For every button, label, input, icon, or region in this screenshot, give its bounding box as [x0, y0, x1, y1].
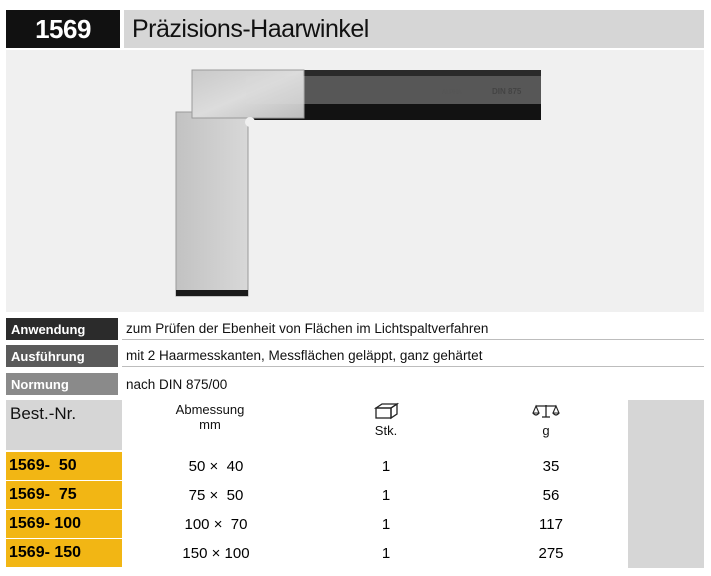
info-value: nach DIN 875/00 [126, 376, 228, 392]
table-row [6, 481, 704, 509]
row-dims: 50 × 40 [188, 457, 244, 475]
stock-vertical [176, 112, 248, 296]
row-dims: 150 × 100 [182, 544, 250, 562]
row-qty: 1 [381, 486, 391, 504]
row-code: 1569- 150 [6, 539, 122, 567]
product-title: Präzisions-Haarwinkel [124, 10, 704, 48]
row-qty: 1 [381, 544, 391, 562]
product-code: 1569 [6, 10, 120, 48]
header-code: Best.-Nr. [10, 404, 77, 423]
table-row [6, 452, 704, 480]
row-dims: 100 × 70 [184, 515, 248, 533]
row-weight: 35 [542, 457, 560, 475]
info-value: mit 2 Haarmesskanten, Messflächen geläppt, ganz gehärtet [122, 345, 704, 367]
header-qty-label: Stk. [374, 423, 398, 438]
row-dims: 75 × 50 [188, 486, 244, 504]
row-weight: 117 [539, 515, 563, 533]
info-value: zum Prüfen der Ebenheit von Flächen im Lichtspaltverfahren [122, 318, 704, 340]
info-row-normung [6, 373, 704, 395]
row-code: 1569- 100 [6, 510, 122, 538]
row-weight: 275 [538, 544, 564, 562]
info-label: Normung [6, 373, 118, 395]
square-illustration [6, 50, 704, 312]
page-header [6, 10, 704, 48]
table-row [6, 510, 704, 538]
header-dimensions [160, 402, 260, 448]
info-row-anwendung [6, 318, 704, 340]
header-dim-unit: mm [199, 417, 221, 432]
row-code: 1569- 50 [6, 452, 122, 480]
header-qty [356, 402, 416, 448]
row-weight: 56 [542, 486, 560, 504]
header-weight-label: g [542, 423, 550, 438]
product-image [6, 50, 704, 312]
marking-brand: ALPHA [442, 90, 462, 96]
info-label: Ausführung [6, 345, 118, 367]
info-row-ausfuehrung [6, 345, 704, 367]
row-code: 1569- 75 [6, 481, 122, 509]
row-qty: 1 [381, 457, 391, 475]
box-icon [373, 402, 399, 420]
header-weight [516, 402, 576, 448]
info-label: Anwendung [6, 318, 118, 340]
table-row [6, 539, 704, 567]
row-qty: 1 [381, 515, 391, 533]
header-dim-label: Abmessung [175, 402, 245, 417]
marking-standard: DIN 875 [492, 87, 522, 96]
scale-icon [532, 402, 560, 420]
